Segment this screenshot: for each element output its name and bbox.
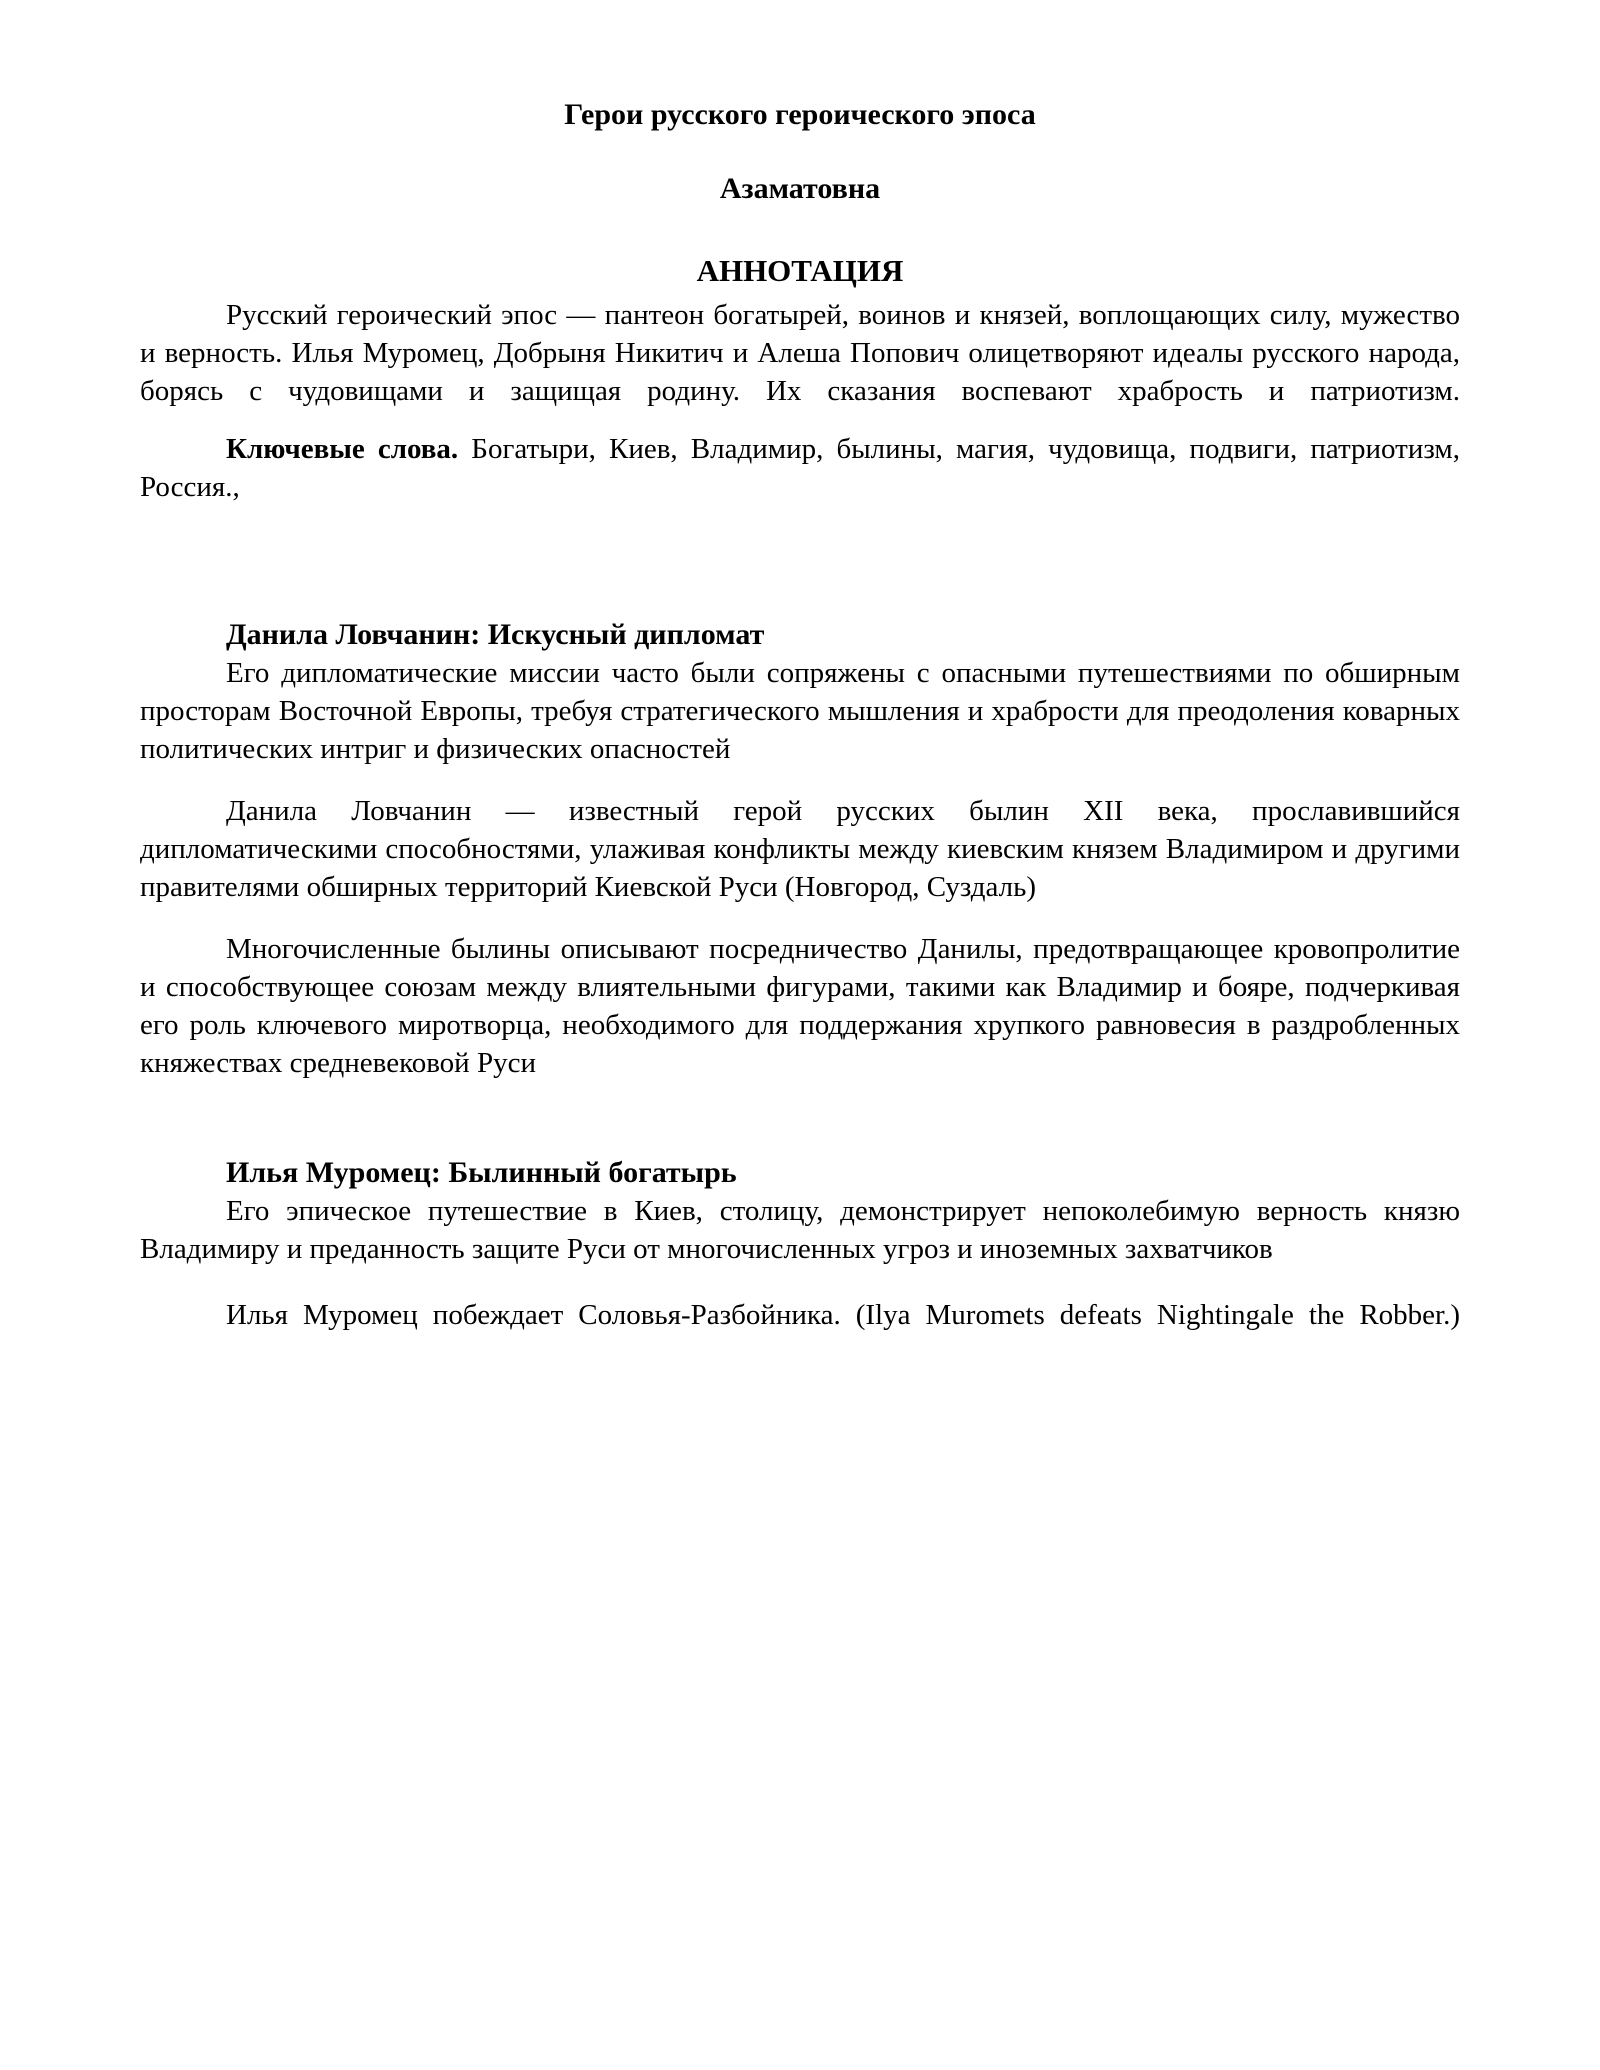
danila-paragraph-2: Данила Ловчанин — известный герой русских былин XII века, прославившийся дипломатическими способностями, улаживая конфликты между киевским князем Владимиром и другими правителями обширных территорий Киевской Руси (Новгород, Суздаль) bbox=[140, 795, 1460, 903]
keywords-label: Ключевые слова. bbox=[226, 433, 459, 465]
annotation-heading: АННОТАЦИЯ bbox=[696, 253, 904, 288]
document-title: Герои русского героического эпоса bbox=[564, 98, 1036, 131]
danila-paragraph-3: Многочисленные былины описывают посредничество Данилы, предотвращающее кровопролитие и способствующее союзам между влиятельными фигурами, такими как Владимир и бояре, подчеркивая его роль ключевого миротворца, необходимого для поддержания хрупкого равновесия в раздробленных княжествах средневековой Руси bbox=[140, 933, 1460, 1079]
keywords-text: Богатыри, Киев, Владимир, былины, магия, чудовища, подвиги, патриотизм, Россия., bbox=[140, 433, 1460, 503]
section-heading-ilya: Илья Муромец: Былинный богатырь bbox=[226, 1156, 737, 1189]
ilya-caption-paragraph: Илья Муромец побеждает Соловья-Разбойника. (Ilya Muromets defeats Nightingale the Robber.) bbox=[226, 1299, 1460, 1331]
danila-paragraph-1: Его дипломатические миссии часто были сопряжены с опасными путешествиями по обширным просторам Восточной Европы, требуя стратегического мышления и храбрости для преодоления коварных политических интриг и физических опасностей bbox=[140, 657, 1460, 765]
keywords-paragraph bbox=[140, 430, 1460, 506]
author-line: Азаматовна bbox=[719, 172, 881, 205]
annotation-paragraph: Русский героический эпос — пантеон богатырей, воинов и князей, воплощающих силу, мужество и верность. Илья Муромец, Добрыня Никитич и Алеша Попович олицетворяют идеалы русского народа, борясь с чудовищами и защищая родину. Их сказания воспевают храбрость и патриотизм. bbox=[140, 299, 1460, 407]
section-heading-danila: Данила Ловчанин: Искусный дипломат bbox=[226, 618, 765, 651]
ilya-paragraph-1: Его эпическое путешествие в Киев, столицу, демонстрирует непоколебимую верность князю Владимиру и преданность защите Руси от многочисленных угроз и иноземных захватчиков bbox=[140, 1195, 1460, 1265]
